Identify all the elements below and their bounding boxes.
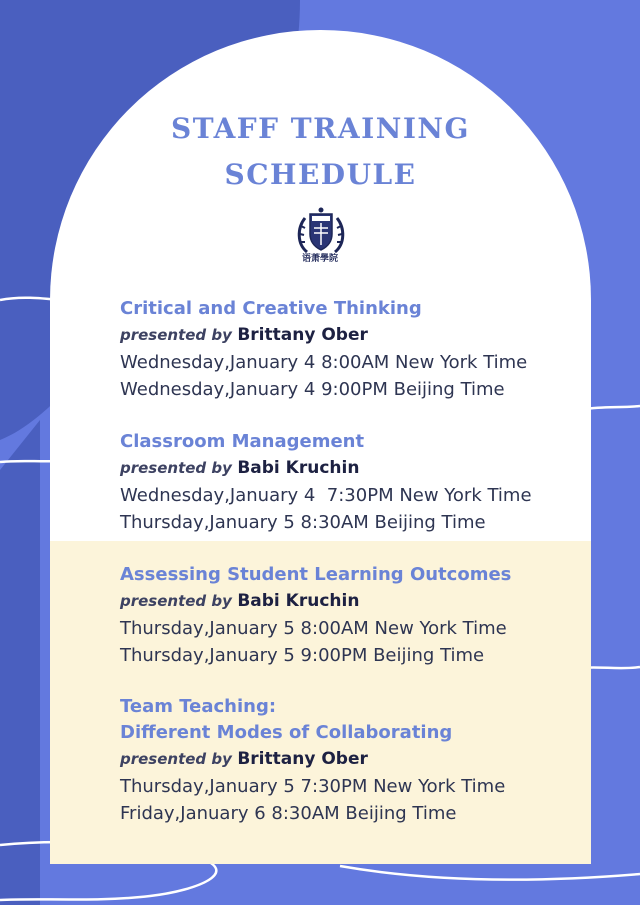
session-title: Team Teaching: <box>120 696 277 717</box>
session-time: Thursday,January 5 7:30PM New York Time <box>120 776 506 797</box>
presenter-name: Brittany Ober <box>237 749 368 769</box>
school-name: 语萧學院 <box>301 254 338 264</box>
session-time: Wednesday,January 4 9:00PM Beijing Time <box>120 379 505 400</box>
presented-by-label: presented by <box>120 592 232 610</box>
presenter-line <box>120 588 511 615</box>
presenter-line <box>120 746 505 773</box>
session-3 <box>120 562 511 669</box>
session-title: Assessing Student Learning Outcomes <box>120 564 512 585</box>
page-title-line-2: SCHEDULE <box>224 158 417 191</box>
presented-by-label: presented by <box>120 459 232 477</box>
presenter-name: Brittany Ober <box>237 325 368 345</box>
session-time: Thursday,January 5 8:30AM Beijing Time <box>120 512 486 533</box>
session-time: Wednesday,January 4 8:00AM New York Time <box>120 352 528 373</box>
schedule-card <box>50 30 591 864</box>
session-2 <box>120 429 532 536</box>
session-title-line-2: Different Modes of Collaborating <box>120 722 453 743</box>
presenter-name: Babi Kruchin <box>237 591 360 611</box>
presented-by-label: presented by <box>120 326 232 344</box>
session-title: Critical and Creative Thinking <box>120 298 422 319</box>
session-time: Wednesday,January 4 7:30PM New York Time <box>120 485 532 506</box>
presenter-line <box>120 322 527 349</box>
session-time: Thursday,January 5 9:00PM Beijing Time <box>120 645 485 666</box>
presented-by-label: presented by <box>120 750 232 768</box>
session-1 <box>120 296 527 403</box>
presenter-name: Babi Kruchin <box>237 458 360 478</box>
session-time: Friday,January 6 8:30AM Beijing Time <box>120 803 457 824</box>
presenter-line <box>120 455 532 482</box>
session-time: Thursday,January 5 8:00AM New York Time <box>120 618 507 639</box>
session-title: Classroom Management <box>120 431 365 452</box>
page-title-line-1: STAFF TRAINING <box>171 112 470 145</box>
session-4 <box>120 694 505 827</box>
